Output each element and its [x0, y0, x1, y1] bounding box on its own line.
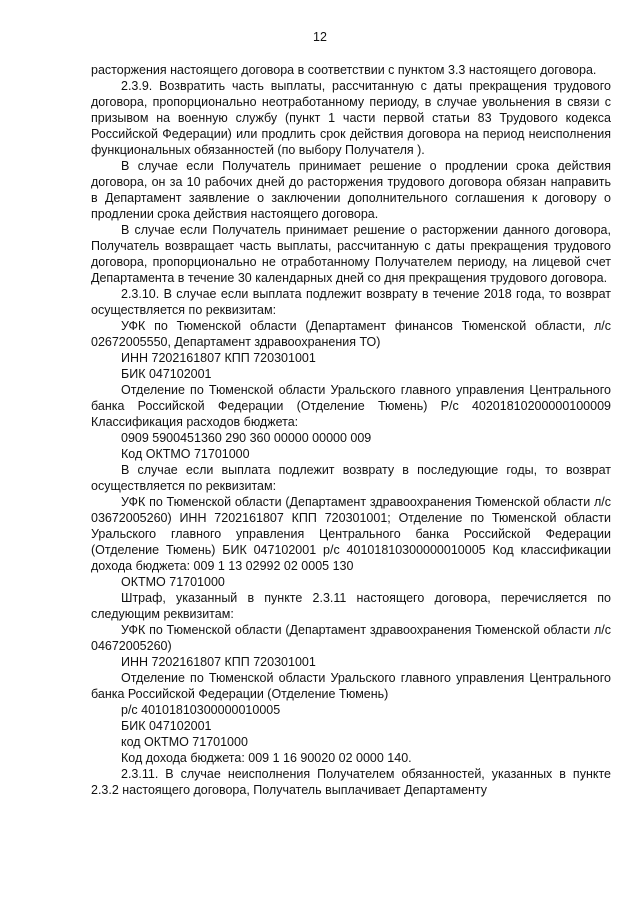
paragraph: 2.3.9. Возвратить часть выплаты, рассчитанную с даты прекращения трудового договора, пропорционально неотработанному периоду, в случае увольнения в связи с призывом на военную службу (пункт 1 части первой статьи 83 Трудового кодекса Российской Федерации) или продлить срок действия договора на период неисполнения функциональных обязанностей (по выбору Получателя ).	[91, 79, 611, 157]
paragraph: В случае если выплата подлежит возврату в последующие годы, то возврат осуществляется по реквизитам:	[91, 463, 611, 493]
paragraph: В случае если Получатель принимает решение о расторжении данного договора, Получатель возвращает часть выплаты, рассчитанную с даты прекращения трудового договора, пропорционально не отработанному Получателем периоду, на лицевой счет Департамента в течение 30 календарных дней со дня прекращения трудового договора.	[91, 223, 611, 285]
paragraph: Код дохода бюджета: 009 1 16 90020 02 0000 140.	[121, 751, 412, 765]
paragraph: ИНН 7202161807 КПП 720301001	[121, 655, 316, 669]
paragraph: ИНН 7202161807 КПП 720301001	[121, 351, 316, 365]
paragraph: Отделение по Тюменской области Уральского главного управления Центрального банка Российской Федерации (Отделение Тюмень)	[91, 671, 611, 701]
paragraph: р/с 40101810300000010005	[121, 703, 281, 717]
paragraph: УФК по Тюменской области (Департамент здравоохранения Тюменской области л/с 03672005260) ИНН 7202161807 КПП 720301001; Отделение по Тюменской области Уральского главного управления Центрального банка Российской Федерации (Отделение Тюмень) БИК 047102001 р/с 40101810300000010005 Код классификации дохода бюджета: 009 1 13 02992 02 0005 130	[91, 495, 611, 573]
paragraph: ОКТМО 71701000	[121, 575, 225, 589]
paragraph: Код ОКТМО 71701000	[121, 447, 250, 461]
paragraph: Отделение по Тюменской области Уральского главного управления Центрального банка Российской Федерации (Отделение Тюмень) Р/с 40201810200000100009 Классификация расходов бюджета:	[91, 383, 611, 429]
paragraph: 2.3.11. В случае неисполнения Получателем обязанностей, указанных в пункте 2.3.2 настоящего договора, Получатель выплачивает Департаменту	[91, 767, 611, 797]
paragraph: В случае если Получатель принимает решение о продлении срока действия договора, он за 10 рабочих дней до расторжения трудового договора обязан направить в Департамент заявление о заключении дополнительного соглашения к договору о продлении срока действия настоящего договора.	[91, 159, 611, 221]
paragraph: расторжения настоящего договора в соответствии с пунктом 3.3 настоящего договора.	[91, 63, 597, 77]
paragraph: БИК 047102001	[121, 719, 212, 733]
paragraph: БИК 047102001	[121, 367, 212, 381]
paragraph: 2.3.10. В случае если выплата подлежит возврату в течение 2018 года, то возврат осуществляется по реквизитам:	[91, 287, 611, 317]
paragraph: УФК по Тюменской области (Департамент здравоохранения Тюменской области л/с 04672005260)	[91, 623, 611, 653]
paragraph: Штраф, указанный в пункте 2.3.11 настоящего договора, перечисляется по следующим реквизитам:	[91, 591, 611, 621]
paragraph: код ОКТМО 71701000	[121, 735, 248, 749]
document-body	[91, 62, 611, 798]
paragraph: УФК по Тюменской области (Департамент финансов Тюменской области, л/с 02672005550, Департамент здравоохранения ТО)	[91, 319, 611, 349]
page-number: 12	[313, 30, 327, 44]
paragraph: 0909 5900451360 290 360 00000 00000 009	[121, 431, 372, 445]
